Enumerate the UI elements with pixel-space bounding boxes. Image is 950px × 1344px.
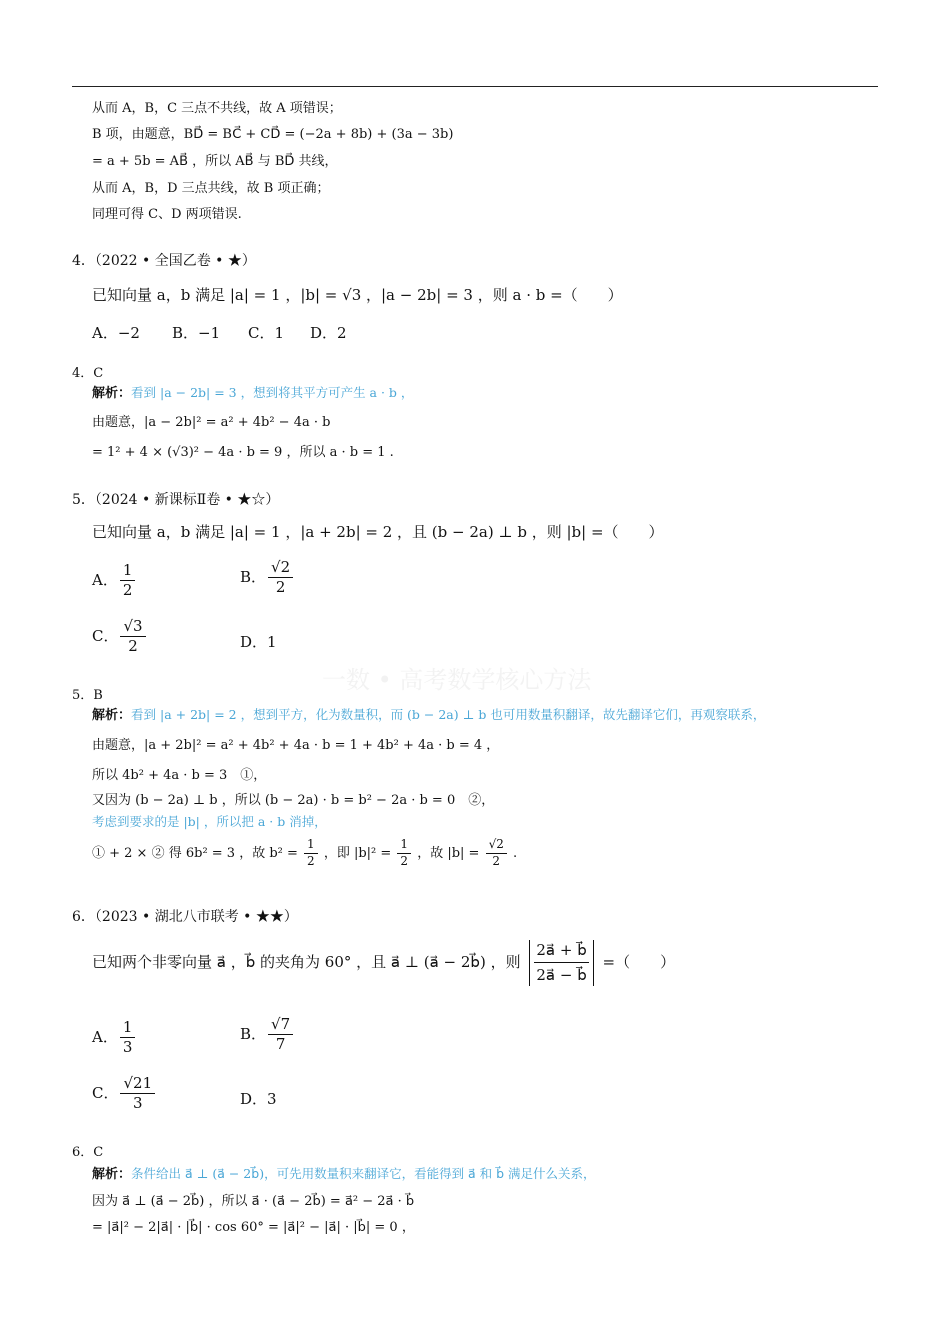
solution-line: 由题意，|a − 2b|² = a² + 4b² − 4a · b — [92, 415, 331, 430]
option-c: C． $\frac{√21}{3}$ — [92, 1075, 157, 1113]
question-header: 6．（2023 • 湖北八市联考 • ★★） — [72, 909, 298, 925]
answer: 6．C — [72, 1145, 104, 1160]
answer: 5．B — [72, 688, 103, 703]
option-b: B． $\frac{√7}{7}$ — [240, 1016, 295, 1054]
option-d: D．2 — [310, 324, 347, 342]
option-c: C．1 — [248, 324, 285, 342]
solution-line: = a + 5b = AB⃗ ，所以 AB⃗ 与 BD⃗ 共线， — [92, 154, 338, 169]
option-d: D．1 — [240, 633, 277, 651]
analysis-label: 解析： — [92, 386, 132, 401]
solution-line: = 1² + 4 × (√3)² − 4a · b = 9 ，所以 a · b = 1 . — [92, 445, 394, 460]
solution-line: 同理可得 C、D 两项错误. — [92, 207, 242, 222]
hint-text: 看到 |a − 2b| = 3 ，想到将其平方可产生 a · b ， — [131, 385, 414, 400]
option-a: A． $\frac{1}{3}$ — [92, 1019, 137, 1057]
hint-text: 条件给出 a⃗ ⊥ (a⃗ − 2b⃗)，可先用数量积来翻译它，看能得到 a⃗ 和 b⃗ 满足什么关系， — [131, 1166, 596, 1181]
question-stem: 已知向量 a，b 满足 |a| = 1 ，|a + 2b| = 2 ，且 (b − 2a) ⊥ b ，则 |b| =（ ） — [92, 523, 664, 541]
header-rule — [72, 86, 878, 87]
question-stem: 已知两个非零向量 a⃗ ，b⃗ 的夹角为 60° ，且 a⃗ ⊥ (a⃗ − 2b⃗) ，则 $\frac{2a⃗ + b⃗}{2a⃗ - b⃗}$ =（ ） — [92, 941, 676, 985]
solution-line: = |a⃗|² − 2|a⃗| · |b⃗| · cos 60° = |a⃗|² − |a⃗| · |b⃗| = 0 ， — [92, 1220, 415, 1235]
option-b: B． $\frac{√2}{2}$ — [240, 559, 295, 597]
watermark: 一数 • 高考数学核心方法 — [322, 666, 592, 694]
question-header: 4．（2022 • 全国乙卷 • ★） — [72, 253, 256, 269]
solution-line: 从而 A，B，C 三点不共线，故 A 项错误； — [92, 101, 342, 116]
solution-line: 所以 4b² + 4a · b = 3 ①， — [92, 768, 267, 783]
question-stem: 已知向量 a，b 满足 |a| = 1 ，|b| = √3 ，|a − 2b| = 3 ，则 a · b =（ ） — [92, 286, 623, 304]
hint-text: 看到 |a + 2b| = 2 ，想到平方，化为数量积，而 (b − 2a) ⊥ b 也可用数量积翻译，故先翻译它们，再观察联系， — [131, 707, 766, 722]
solution-line: 从而 A，B，D 三点共线，故 B 项正确； — [92, 181, 330, 196]
solution-line: 因为 a⃗ ⊥ (a⃗ − 2b⃗) ，所以 a⃗ · (a⃗ − 2b⃗) = a⃗² − 2a⃗ · b⃗ — [92, 1194, 415, 1209]
solution-line: ① + 2 × ② 得 6b² = 3 ，故 b² = $\frac{1}{2}$ ，即 |b|² = $\frac{1}{2}$ ，故 |b| = $\frac{√2}{2}$ . — [92, 837, 518, 868]
analysis-label: 解析： — [92, 1167, 132, 1182]
option-a: A．−2 — [92, 324, 140, 342]
option-d: D．3 — [240, 1090, 277, 1108]
solution-line: 由题意，|a + 2b|² = a² + 4b² + 4a · b = 1 + 4b² + 4a · b = 4 ， — [92, 738, 500, 753]
solution-line: B 项，由题意，BD⃗ = BC⃗ + CD⃗ = (−2a + 8b) + (3a − 3b) — [92, 127, 454, 142]
option-b: B．−1 — [172, 324, 221, 342]
solution-line: 又因为 (b − 2a) ⊥ b ，所以 (b − 2a) · b = b² − 2a · b = 0 ②， — [92, 793, 495, 808]
option-a: A． $\frac{1}{2}$ — [92, 562, 137, 600]
option-c: C． $\frac{√3}{2}$ — [92, 618, 148, 656]
answer: 4．C — [72, 366, 104, 381]
analysis-label: 解析： — [92, 708, 132, 723]
question-header: 5．（2024 • 新课标Ⅱ卷 • ★☆） — [72, 492, 280, 508]
hint-text: 考虑到要求的是 |b| ，所以把 a · b 消掉， — [92, 814, 327, 829]
